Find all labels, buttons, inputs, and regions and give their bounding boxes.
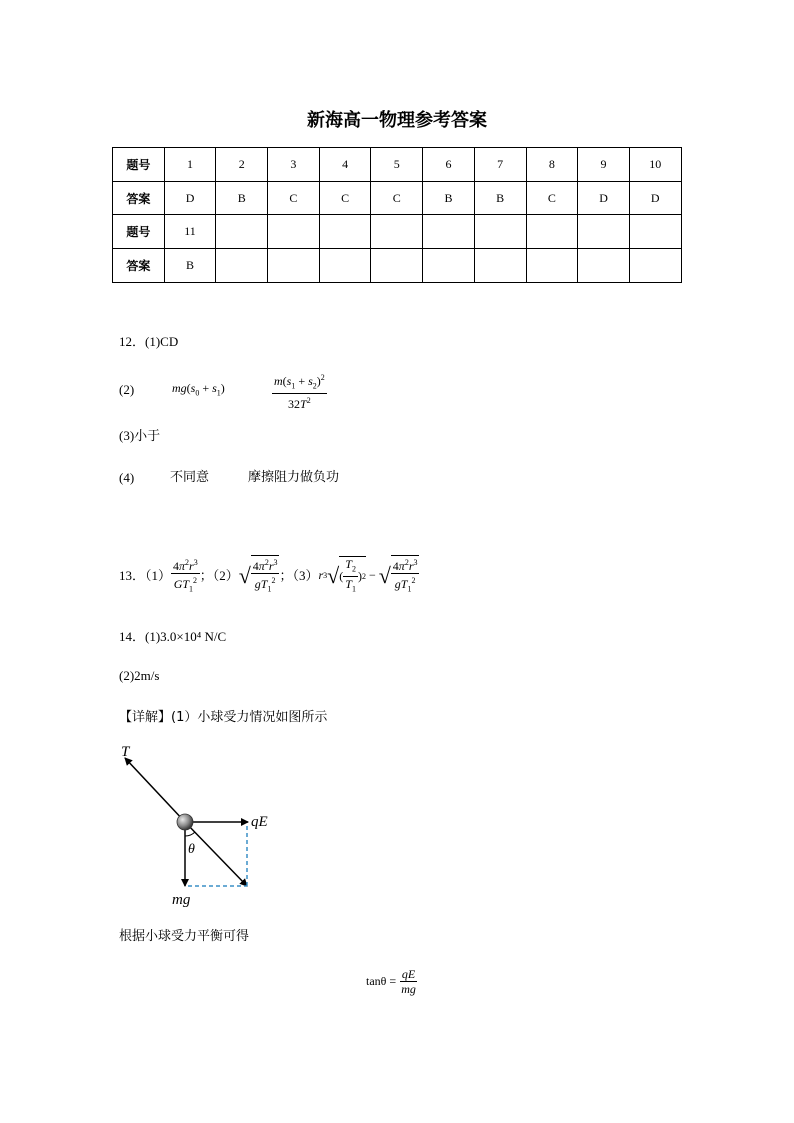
table-row <box>113 181 682 215</box>
table-row-header: 答案 <box>113 181 165 215</box>
table-cell: B <box>216 181 268 215</box>
table-cell: C <box>371 181 423 215</box>
balance-text: 根据小球受力平衡可得 <box>119 929 250 944</box>
table-cell: B <box>474 181 526 215</box>
tan-lhs: tanθ = <box>366 974 397 988</box>
label-T: T <box>121 744 130 760</box>
tan-formula <box>366 967 418 996</box>
table-row <box>113 215 682 249</box>
table-cell <box>371 249 423 283</box>
tension-arrow <box>125 758 185 822</box>
table-cell: 6 <box>423 148 475 182</box>
force-diagram <box>110 740 290 910</box>
table-cell <box>578 215 630 249</box>
table-cell <box>319 215 371 249</box>
table-cell: 5 <box>371 148 423 182</box>
ball <box>177 814 193 830</box>
table-cell <box>268 249 320 283</box>
q13-answer3: r 3 √ ( $\frac{T_2}{T_1}$ ) 2 − √ $\frac{4\pi^2r^3}{gT_1^2}$ <box>319 555 420 596</box>
q12-part1: 12．(1)CD <box>119 334 179 349</box>
table-cell: B <box>423 181 475 215</box>
q13-answer1: $\frac{4\pi^2r^3}{GT_1^2}$ <box>173 557 198 594</box>
table-cell: 3 <box>268 148 320 182</box>
table-cell <box>268 215 320 249</box>
table-cell <box>526 215 578 249</box>
q12-part2-label: (2) <box>119 382 135 397</box>
table-cell <box>216 215 268 249</box>
table-cell: 7 <box>474 148 526 182</box>
label-qE: qE <box>251 814 268 830</box>
table-row-header: 题号 <box>113 215 165 249</box>
tan-numerator: qE <box>401 967 416 981</box>
q14-label: 14．(1) <box>119 629 161 644</box>
table-row <box>113 249 682 283</box>
q12-part2-formula-b: $\frac{m(s_1 + s_2)^2}{32T^2}$ <box>274 373 325 412</box>
angle-arc <box>185 832 195 836</box>
q12-part4-answer2: 摩擦阻力做负功 <box>248 470 340 485</box>
page-title: 新海高一物理参考答案 <box>307 110 487 131</box>
table-cell <box>578 249 630 283</box>
table-cell <box>629 215 681 249</box>
table-cell: D <box>164 181 216 215</box>
table-cell: 2 <box>216 148 268 182</box>
table-row <box>113 148 682 182</box>
q12-part4-label: (4) <box>119 470 135 485</box>
table-cell <box>629 249 681 283</box>
table-cell: C <box>526 181 578 215</box>
label-mg: mg <box>172 892 191 908</box>
q14-detail: 【详解】(1）小球受力情况如图所示 <box>119 710 328 725</box>
q12-part2-formula-a: $mg(s_0 + s_1)$ <box>172 381 225 398</box>
table-cell: C <box>319 181 371 215</box>
q14-part2: (2)2m/s <box>119 668 160 683</box>
table-cell: D <box>578 181 630 215</box>
table-cell <box>319 249 371 283</box>
table-cell <box>474 249 526 283</box>
table-cell <box>474 215 526 249</box>
q12-part4-answer1: 不同意 <box>170 470 210 485</box>
q14-part1-value: 3.0×10⁴ N/C <box>160 629 227 644</box>
q13-label: 13．（1） <box>119 568 172 583</box>
table-row-header: 答案 <box>113 249 165 283</box>
table-row-header: 题号 <box>113 148 165 182</box>
table-cell <box>371 215 423 249</box>
q13-sep2: ；（2） <box>199 568 239 583</box>
tan-denominator: mg <box>401 982 416 996</box>
q13-sep3: ；（3） <box>279 568 319 583</box>
q14-part1 <box>119 626 226 645</box>
q13-line <box>119 553 419 599</box>
table-cell <box>423 249 475 283</box>
table-cell: 4 <box>319 148 371 182</box>
table-cell <box>216 249 268 283</box>
table-cell: B <box>164 249 216 283</box>
table-cell: C <box>268 181 320 215</box>
table-cell: 1 <box>164 148 216 182</box>
table-cell: 11 <box>164 215 216 249</box>
table-cell: D <box>629 181 681 215</box>
q12-part3: (3)小于 <box>119 428 161 443</box>
table-cell: 8 <box>526 148 578 182</box>
answer-table <box>112 147 682 283</box>
table-cell: 9 <box>578 148 630 182</box>
q13-answer2: √ $\frac{4\pi^2r^3}{gT_1^2}$ <box>239 555 280 596</box>
table-cell: 10 <box>629 148 681 182</box>
label-theta: θ <box>188 842 195 857</box>
table-cell <box>526 249 578 283</box>
table-cell <box>423 215 475 249</box>
